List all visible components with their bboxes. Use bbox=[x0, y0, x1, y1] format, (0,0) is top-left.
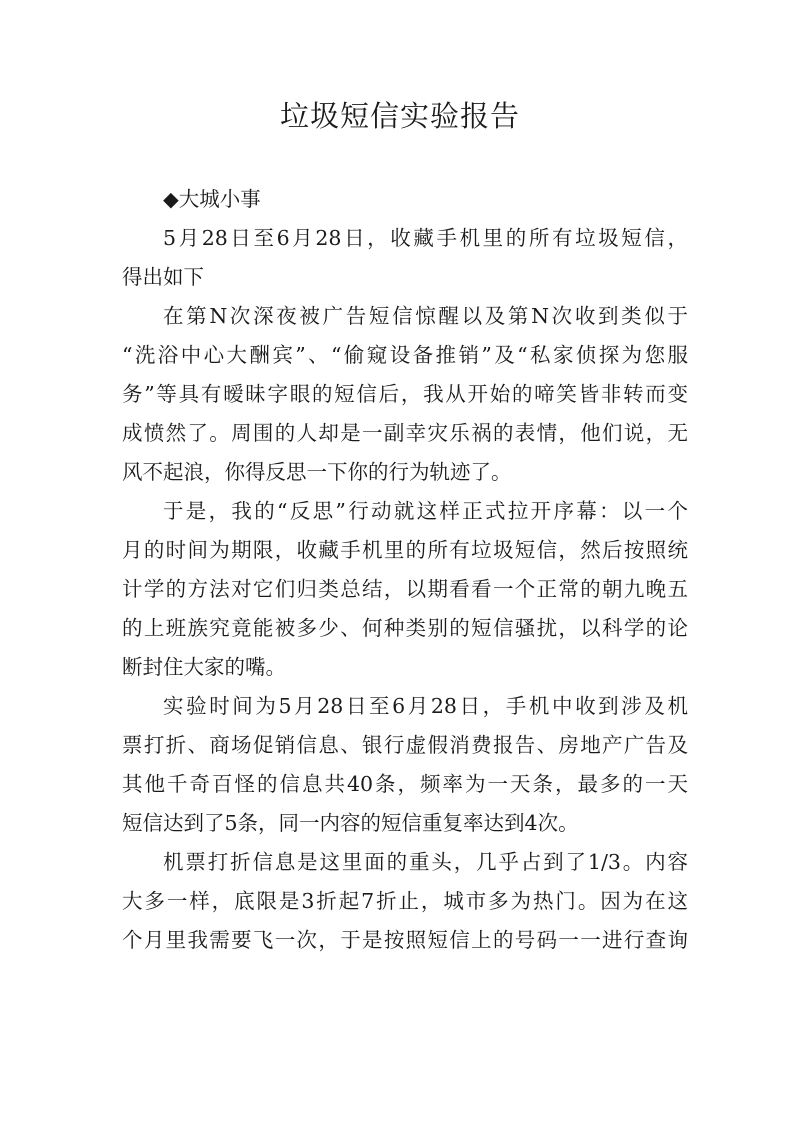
paragraph-line: “洗浴中心大酬宾”、“偷窥设备推销”及“私家侦探为您服 bbox=[122, 343, 688, 367]
paragraph-line: 其他千奇百怪的信息共40条，频率为一天条，最多的一天 bbox=[122, 772, 688, 796]
paragraph-line: 务”等具有暧昧字眼的短信后，我从开始的啼笑皆非转而变 bbox=[122, 382, 688, 406]
paragraph-line: 于是，我的“反思”行动就这样正式拉开序幕：以一个 bbox=[163, 499, 688, 523]
paragraph-line: 在第N次深夜被广告短信惊醒以及第N次收到类似于 bbox=[163, 304, 688, 328]
paragraph-line: 的上班族究竟能被多少、何种类别的短信骚扰，以科学的论 bbox=[122, 616, 688, 640]
paragraph-line: 短信达到了5条，同一内容的短信重复率达到4次。 bbox=[122, 811, 579, 835]
paragraph-line: 月的时间为期限，收藏手机里的所有垃圾短信，然后按照统 bbox=[122, 538, 688, 562]
paragraph-line: 得出如下 bbox=[122, 265, 204, 289]
section-heading: ◆大城小事 bbox=[163, 187, 261, 211]
document-body bbox=[122, 180, 688, 960]
paragraph-line: 成愤然了。周围的人却是一副幸灾乐祸的表情，他们说，无 bbox=[122, 421, 688, 445]
paragraph-line: 计学的方法对它们归类总结，以期看看一个正常的朝九晚五 bbox=[122, 577, 688, 601]
paragraph-line: 机票打折信息是这里面的重头，几乎占到了1/3。内容 bbox=[163, 850, 688, 874]
paragraph-line: 票打折、商场促销信息、银行虚假消费报告、房地产广告及 bbox=[122, 733, 688, 757]
paragraph-line: 5月28日至6月28日，收藏手机里的所有垃圾短信， bbox=[163, 226, 688, 250]
document-title: 垃圾短信实验报告 bbox=[279, 99, 520, 133]
paragraph-line: 风不起浪，你得反思一下你的行为轨迹了。 bbox=[122, 460, 512, 484]
paragraph-line: 个月里我需要飞一次，于是按照短信上的号码一一进行查询 bbox=[122, 928, 688, 952]
paragraph-line: 大多一样，底限是3折起7折止，城市多为热门。因为在这 bbox=[122, 889, 688, 913]
paragraph-line: 实验时间为5月28日至6月28日，手机中收到涉及机 bbox=[163, 694, 688, 718]
paragraph-line: 断封住大家的嘴。 bbox=[122, 655, 286, 679]
